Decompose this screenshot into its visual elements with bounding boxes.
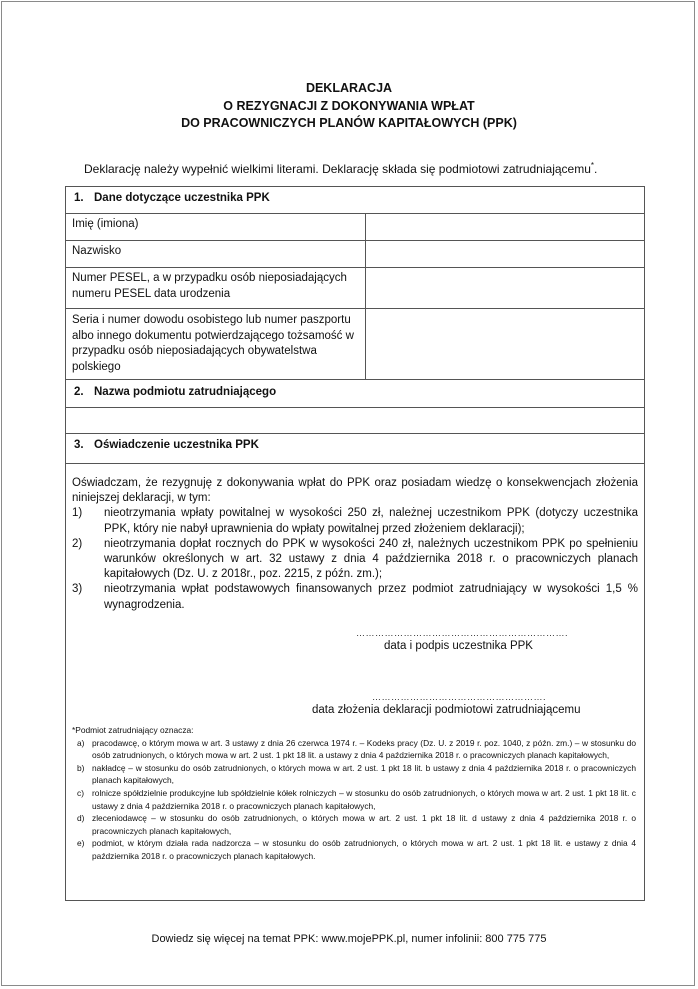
section-3-heading: Oświadczenie uczestnika PPK [94,439,259,451]
footnote-head: *Podmiot zatrudniający oznacza: [72,725,194,735]
submission-date-label: data złożenia deklaracji podmiotowi zatrudniającemu [312,704,581,716]
intro-instruction [84,161,597,176]
section-3-number: 3. [74,439,84,451]
footnote-item: a) pracodawcę, o którym mowa w art. 3 ustawy z dnia 26 czerwca 1974 r. – Kodeks pracy (Dz. U. z 2019 r. poz. 1040, z późn. zm.) – w stosunku do osób zatrudnionych, o których mowa w art. 2 ust. 1 pkt 18 lit. a ustawy z dnia 4 października 2018 r. o pracowniczych planach kapitałowych, [77,737,636,761]
first-name-field[interactable] [366,214,644,240]
consequences-list [72,506,638,612]
field-row-pesel [66,268,644,309]
surname-label: Nazwisko [66,241,366,267]
intro-footnote-mark: * [590,161,594,170]
declaration-statement [72,476,638,613]
section-1-number: 1. [74,192,84,204]
employer-name-field[interactable] [66,408,644,434]
title-line-1: DEKLARACJA [305,81,393,95]
section-2-heading: Nazwa podmiotu zatrudniającego [94,386,277,398]
list-item: 1) nieotrzymania wpłaty powitalnej w wysokości 250 zł, należnej uczestnikom PPK (dotyczy uczestnika PPK, który nie nabył uprawnienia do wpłaty powitalnej przed złożeniem deklaracji); [72,507,638,535]
section-1-heading: Dane dotyczące uczestnika PPK [94,192,270,204]
section-3-header [66,434,644,464]
first-name-label: Imię (imiona) [66,214,366,240]
employer-definition-footnote [72,724,636,863]
page-footer: Dowiedz się więcej na temat PPK: www.mojePPK.pl, numer infolinii: 800 775 775 [151,933,547,945]
declaration-text: Oświadczam, że rezygnuję z dokonywania wpłat do PPK oraz posiadam wiedzę o konsekwencjach złożenia niniejszej deklaracji, w tym: [72,477,638,505]
section-3-body [66,464,644,900]
signature-label: data i podpis uczestnika PPK [384,640,533,652]
signature-line[interactable]: …………………………………………………………. [356,628,569,638]
footnote-item: c) rolnicze spółdzielnie produkcyjne lub spółdzielnie kółek rolniczych – w stosunku do osób zatrudnionych, o których mowa w art. 2 ust. 1 pkt 18 lit. c ustawy z dnia 4 października 2018 r. o pracowniczych planach kapitałowych, [77,787,636,811]
surname-field[interactable] [366,241,644,267]
submission-date-line[interactable]: ………………………………………………. [372,692,547,702]
pesel-label: Numer PESEL, a w przypadku osób nieposiadających numeru PESEL data urodzenia [66,268,366,308]
declaration-form [65,186,645,901]
title-line-3: DO PRACOWNICZYCH PLANÓW KAPITAŁOWYCH (PPK) [181,116,517,130]
list-item: 2) nieotrzymania dopłat rocznych do PPK w wysokości 240 zł, należnych uczestnikom PPK po spełnieniu warunków określonych w art. 32 ustawy z dnia 4 października 2018 r. o pracowniczych planach kapitałowych (Dz. U. z 2018r., poz. 2215, z późn. zm.); [72,537,638,581]
footnote-item: d) zleceniodawcę – w stosunku do osób zatrudnionych, o których mowa w art. 2 ust. 1 pkt 18 lit. d ustawy z dnia 4 października 2018 r. o pracowniczych planach kapitałowych, [77,813,636,836]
intro-text: Deklarację należy wypełnić wielkimi literami. Deklarację składa się podmiotowi zatrudniającemu [84,162,591,176]
title-line-2: O REZYGNACJI Z DOKONYWANIA WPŁAT [223,98,475,113]
field-row-first-name [66,214,644,241]
section-1-header [66,187,644,214]
section-2-number: 2. [74,386,84,398]
footnote-item: b) nakładcę – w stosunku do osób zatrudnionych, o których mowa w art. 2 ust. 1 pkt 18 lit. b ustawy z dnia 4 października 2018 r. o pracowniczych planach kapitałowych, [77,762,636,786]
document-title [0,80,698,133]
intro-end: . [594,162,598,176]
id-document-label: Seria i numer dowodu osobistego lub numer paszportu albo innego dokumentu potwierdzającego tożsamość w przypadku osób nieposiadających obywatelstwa polskiego [66,309,366,379]
section-2-header [66,380,644,408]
footnote-item: e) podmiot, w którym działa rada nadzorcza – w stosunku do osób zatrudnionych, o których mowa w art. 2 ust. 1 pkt 18 lit. e ustawy z dnia 4 października 2018 r. o pracowniczych planach kapitałowych. [77,838,636,861]
list-item: 3) nieotrzymania wpłat podstawowych finansowanych przez podmiot zatrudniający w wysokości 1,5 % wynagrodzenia. [72,583,638,611]
id-document-field[interactable] [366,309,644,379]
field-row-id-document [66,309,644,380]
pesel-field[interactable] [366,268,644,308]
field-row-surname [66,241,644,268]
